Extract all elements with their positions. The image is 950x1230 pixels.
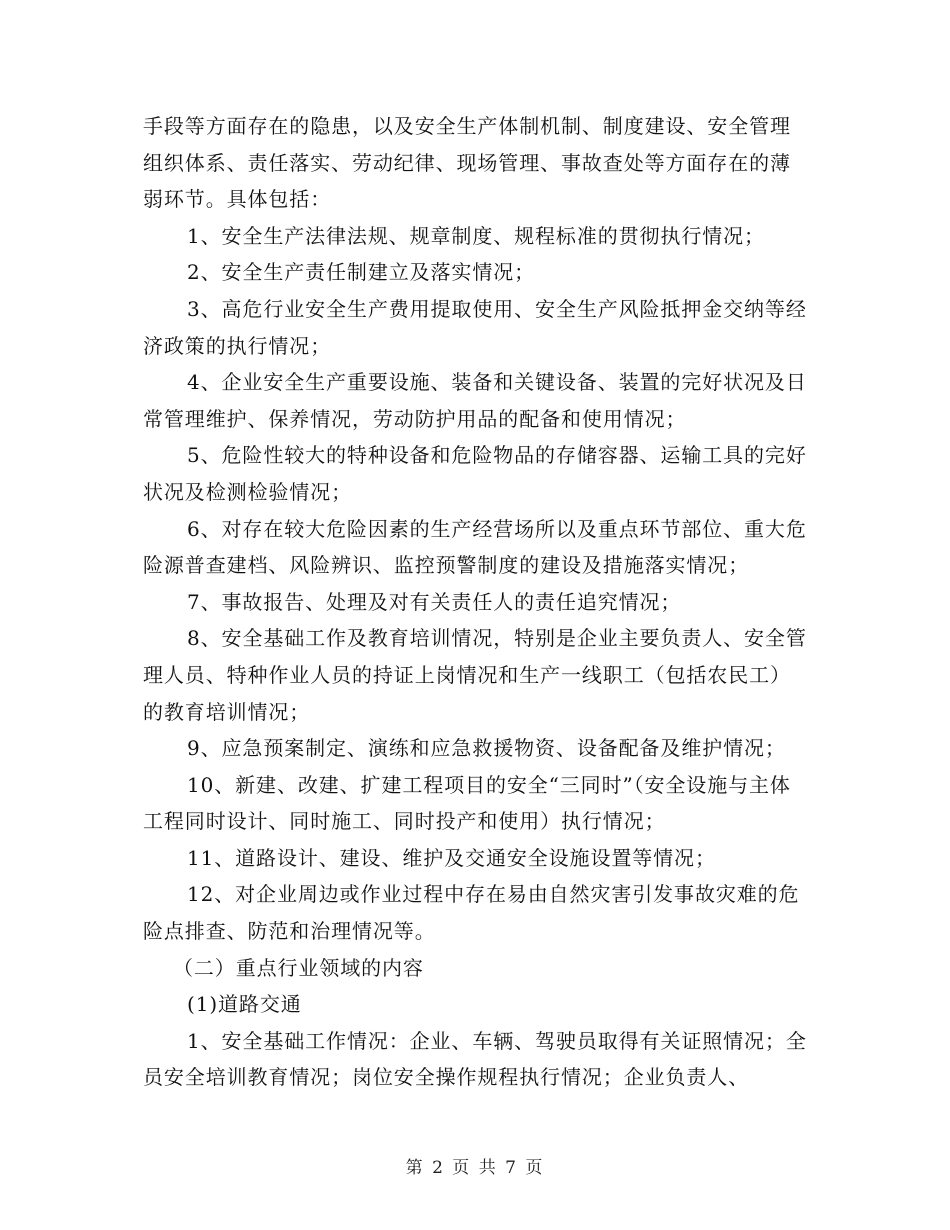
paragraph-item-3: 3、高危行业安全生产费用提取使用、安全生产风险抵押金交纳等经济政策的执行情况； (143, 296, 807, 358)
paragraph-item-4: 4、企业安全生产重要设施、装备和关键设备、装置的完好状况及日常管理维护、保养情况，劳动防护用品的配备和使用情况； (143, 370, 807, 431)
paragraph-item-2: 2、安全生产责任制建立及落实情况； (187, 260, 536, 285)
section-heading: （二）重点行业领域的内容 (173, 955, 424, 980)
paragraph-item-10: 10、新建、改建、扩建工程项目的安全“三同时”（安全设施与主体工程同时设计、同时施工、同时投产和使用）执行情况； (143, 772, 791, 834)
paragraph-item-8: 8、安全基础工作及教育培训情况，特别是企业主要负责人、安全管理人员、特种作业人员的持证上岗情况和生产一线职工（包括农民工）的教育培训情况； (143, 626, 807, 724)
subsection-heading: (1)道路交通 (187, 992, 302, 1017)
paragraph-item-5: 5、危险性较大的特种设备和危险物品的存储容器、运输工具的完好状况及检测检验情况； (143, 443, 807, 504)
page-number-footer: 第 2 页 共 7 页 (405, 1158, 545, 1178)
paragraph-road-item-1: 1、安全基础工作情况：企业、车辆、驾驶员取得有关证照情况；全员安全培训教育情况；岗位安全操作规程执行情况；企业负责人、 (143, 1028, 807, 1090)
paragraph-item-9: 9、应急预案制定、演练和应急救援物资、设备配备及维护情况； (187, 736, 786, 761)
document-body (143, 108, 811, 1096)
paragraph-continuation: 手段等方面存在的隐患，以及安全生产体制机制、制度建设、安全管理组织体系、责任落实、劳动纪律、现场管理、事故查处等方面存在的薄弱环节。具体包括： (143, 114, 791, 212)
paragraph-item-12: 12、对企业周边或作业过程中存在易由自然灾害引发事故灾难的危险点排查、防范和治理情况等。 (143, 882, 800, 944)
paragraph-item-1: 1、安全生产法律法规、规章制度、规程标准的贯彻执行情况； (187, 223, 765, 248)
paragraph-item-7: 7、事故报告、处理及对有关责任人的责任追究情况； (187, 589, 682, 614)
paragraph-item-11: 11、道路设计、建设、维护及交通安全设施设置等情况； (187, 845, 716, 870)
paragraph-item-6: 6、对存在较大危险因素的生产经营场所以及重点环节部位、重大危险源普查建档、风险辨识、监控预警制度的建设及措施落实情况； (143, 516, 807, 578)
